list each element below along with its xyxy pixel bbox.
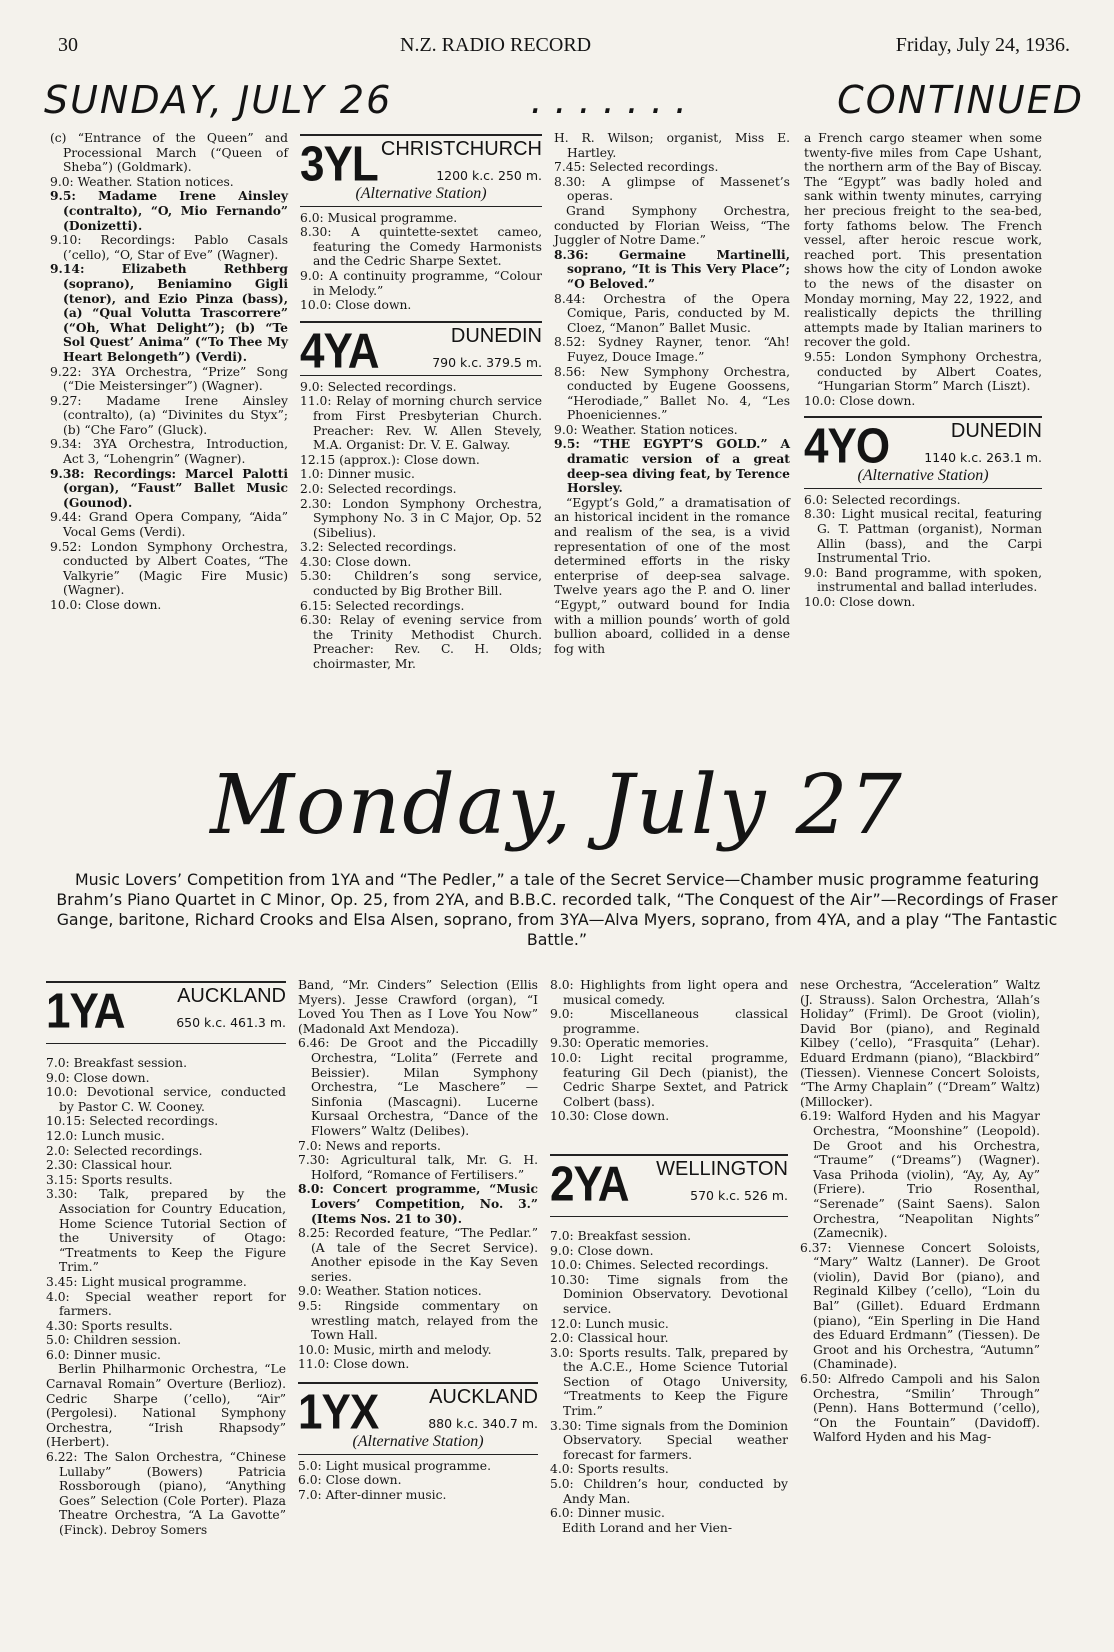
listing-item: 9.0: A continuity programme, “Colour in Melody.” bbox=[300, 268, 542, 298]
listing-item: 7.30: Agricultural talk, Mr. G. H. Holford, “Romance of Fertilisers.” bbox=[298, 1153, 538, 1182]
listing-item: 6.46: De Groot and the Piccadilly Orchestra, “Lolita” (Ferrete and Beissier). Milan Symphony Orchestra, “Le Maschere” — Sinfonia (Mascagni). Lucerne Kursaal Orchestra, “Dance of the Flowers” Waltz (Delibes). bbox=[298, 1036, 538, 1138]
listing-item: 6.37: Viennese Concert Soloists, “Mary” Waltz (Lanner). De Groot (violin), David Bor (piano), and Reginald Kilbey (’cello), “Loin du Bal” (Gillet). Eduard Erdmann (piano), “Ein Sperling in Die Hand des Eduard Erdmann” (Tiessen). De Groot and his Orchestra, “Autumn” (Chaminade). bbox=[800, 1240, 1040, 1372]
monday-column-1 bbox=[46, 978, 286, 1538]
listing-item: (c) “Entrance of the Queen” and Processional March (“Queen of Sheba”) (Goldmark). bbox=[50, 131, 288, 175]
listing-item: 9.0: Close down. bbox=[46, 1070, 150, 1085]
listing-item: 7.45: Selected recordings. bbox=[554, 160, 719, 175]
listing-item: 9.30: Operatic memories. bbox=[550, 1036, 709, 1051]
sunday-banner bbox=[44, 78, 1084, 124]
listing-item: 8.30: A quintette-sextet cameo, featuring the Comedy Harmonists and the Cedric Sharpe Sextet. bbox=[300, 225, 542, 269]
sunday-column-3 bbox=[554, 131, 790, 656]
listing-item: 4.30: Close down. bbox=[300, 554, 412, 569]
listing-item: 9.44: Grand Opera Company, “Aida” Vocal Gems (Verdi). bbox=[50, 510, 288, 540]
banner-right: CONTINUED bbox=[837, 78, 1084, 122]
listing-item: 10.30: Time signals from the Dominion Observatory. Devotional service. bbox=[550, 1272, 788, 1316]
listing-item: 9.0: Weather. Station notices. bbox=[298, 1284, 482, 1299]
station-frequency: 570 k.c. 526 m. bbox=[690, 1187, 788, 1203]
station-callsign: 1YA bbox=[46, 983, 125, 1039]
listing-item: 6.50: Alfredo Campoli and his Salon Orchestra, “Smilin’ Through” (Penn). Hans Bottermund (’cello), “On the Fountain” (Davidoff). Walford Hyden and his Mag- bbox=[800, 1372, 1040, 1445]
listing-item: 8.30: Light musical recital, featuring G. T. Pattman (organist), Norman Allin (bass), and the Carpi Instrumental Trio. bbox=[804, 507, 1042, 566]
listing-item: 7.0: News and reports. bbox=[298, 1138, 441, 1153]
station-block-4yo bbox=[804, 416, 1042, 489]
listing-item: 10.0: Light recital programme, featuring Gil Dech (pianist), the Cedric Sharpe Sextet, and Patrick Colbert (bass). bbox=[550, 1050, 788, 1109]
listing-item: 5.30: Children’s song service, conducted by Big Brother Bill. bbox=[300, 569, 542, 599]
listing-item: 9.0: Weather. Station notices. bbox=[50, 174, 234, 189]
listing-item: 6.0: Dinner music. bbox=[46, 1347, 161, 1362]
station-frequency: 1140 k.c. 263.1 m. bbox=[924, 450, 1042, 466]
listing-item: 6.0: Close down. bbox=[298, 1473, 402, 1488]
page-number: 30 bbox=[58, 34, 78, 56]
listing-item: 7.0: Breakfast session. bbox=[550, 1228, 691, 1243]
listing-item: Grand Symphony Orchestra, conducted by Florian Weiss, “The Juggler of Notre Dame.” bbox=[554, 203, 790, 248]
station-callsign: 3YL bbox=[300, 136, 378, 192]
station-alternative: (Alternative Station) bbox=[857, 467, 989, 485]
listing-item: 8.56: New Symphony Orchestra, conducted by Eugene Goossens, “Herodiade,” Ballet No. 4, “Les Phoeniciennes.” bbox=[554, 364, 790, 423]
listing-item: 8.36: Germaine Martinelli, soprano, “It is This Very Place”; “O Beloved.” bbox=[554, 246, 790, 291]
listing-item: a French cargo steamer when some twenty-five miles from Cape Ushant, the northern arm of the Bay of Biscay. The “Egypt” was badly holed and sank within twenty minutes, carrying her precious freight to the sea-bed, forty fathoms below. The French vessel, after heroic rescue work, reached port. This presentation shows how the city of London awoke to the news of the disaster on Monday morning, May 22, 1922, and realistically depicts the thrilling attempts made by Italian mariners to recover the gold. bbox=[804, 131, 1042, 350]
listing-item: 10.0: Close down. bbox=[300, 298, 412, 313]
listing-item: 9.55: London Symphony Orchestra, conducted by Albert Coates, “Hungarian Storm” March (Liszt). bbox=[804, 349, 1042, 394]
station-frequency: 880 k.c. 340.7 m. bbox=[428, 1416, 538, 1432]
listing-item: 6.0: Selected recordings. bbox=[804, 492, 961, 507]
station-city: AUCKLAND bbox=[177, 985, 286, 1007]
station-frequency: 650 k.c. 461.3 m. bbox=[176, 1015, 286, 1030]
listing-item: 10.0: Close down. bbox=[804, 595, 916, 610]
station-block-2ya bbox=[550, 1154, 788, 1217]
monday-column-3 bbox=[550, 978, 788, 1535]
monday-column-4 bbox=[800, 978, 1040, 1445]
monday-headline: Monday, July 27 bbox=[210, 758, 904, 853]
listing-item: 2.30: London Symphony Orchestra, Symphony No. 3 in C Major, Op. 52 (Sibelius). bbox=[300, 496, 542, 540]
station-city: CHRISTCHURCH bbox=[380, 138, 542, 160]
listing-item: 3.30: Time signals from the Dominion Observatory. Special weather forecast for farmers. bbox=[550, 1418, 788, 1462]
listing-item: 9.0: Band programme, with spoken, instrumental and ballad interludes. bbox=[804, 565, 1042, 595]
listing-item: 9.27: Madame Irene Ainsley (contralto), (a) “Divinites du Styx”; (b) “Che Faro” (Gluck). bbox=[50, 393, 288, 437]
listing-item: 12.0: Lunch music. bbox=[46, 1128, 165, 1143]
listing-item: 8.52: Sydney Rayner, tenor. “Ah! Fuyez, Douce Image.” bbox=[554, 335, 790, 364]
listing-item: 12.0: Lunch music. bbox=[550, 1316, 669, 1331]
listing-item: 10.0: Chimes. Selected recordings. bbox=[550, 1258, 769, 1273]
listing-item: 10.0: Devotional service, conducted by Pastor C. W. Cooney. bbox=[46, 1085, 286, 1114]
sunday-column-1 bbox=[50, 131, 288, 613]
listing-item: 9.34: 3YA Orchestra, Introduction, Act 3, “Lohengrin” (Wagner). bbox=[50, 437, 288, 467]
monday-summary: Music Lovers’ Competition from 1YA and “The Pedler,” a tale of the Secret Service—Chamber music programme featuring Brahm’s Piano Quartet in C Minor, Op. 25, from 2YA, and B.B.C. recorded talk, “The Conquest of the Air”—Recordings of Fraser Gange, baritone, Richard Crooks and Elsa Alsen, soprano, from 3YA—Alva Myers, soprano, from 4YA, and a play “The Fantastic Battle.” bbox=[56, 870, 1058, 949]
sunday-column-2 bbox=[300, 131, 542, 672]
listing-item: 6.0: Dinner music. bbox=[550, 1506, 665, 1521]
listing-item: 9.0: Selected recordings. bbox=[300, 379, 457, 394]
listing-item: 10.15: Selected recordings. bbox=[46, 1114, 219, 1129]
station-city: DUNEDIN bbox=[950, 420, 1042, 443]
listing-item: 3.45: Light musical programme. bbox=[46, 1274, 247, 1289]
listing-item: 9.0: Miscellaneous classical programme. bbox=[550, 1007, 788, 1036]
banner-dots: ....... bbox=[530, 78, 700, 122]
monday-column-2 bbox=[298, 978, 538, 1502]
issue-date: Friday, July 24, 1936. bbox=[895, 34, 1070, 56]
listing-item: 3.0: Sports results. Talk, prepared by the A.C.E., Home Science Tutorial Section of Otago University, “Treatments to Keep the Figure Trim.” bbox=[550, 1345, 788, 1419]
station-block-1yx bbox=[298, 1382, 538, 1455]
listing-item: 5.0: Light musical programme. bbox=[298, 1458, 491, 1473]
listing-item: 3.2: Selected recordings. bbox=[300, 540, 457, 555]
listing-item: 10.30: Close down. bbox=[550, 1109, 670, 1124]
listing-item: 9.5: Madame Irene Ainsley (contralto), “O, Mio Fernando” (Donizetti). bbox=[50, 188, 288, 233]
listing-item: 8.0: Concert programme, “Music Lovers’ Competition, No. 3.” (Items Nos. 21 to 30). bbox=[298, 1181, 538, 1226]
listing-item: 10.0: Music, mirth and melody. bbox=[298, 1342, 492, 1357]
listing-item: 6.30: Relay of evening service from the Trinity Methodist Church. Preacher: Rev. C. H. Olds; choirmaster, Mr. bbox=[300, 613, 542, 672]
station-block-3yl bbox=[300, 134, 542, 207]
listing-item: 11.0: Close down. bbox=[298, 1357, 410, 1372]
listing-item: 9.5: “THE EGYPT’S GOLD.” A dramatic version of a great deep-sea diving feat, by Terence Horsley. bbox=[554, 436, 790, 496]
listing-item: 9.14: Elizabeth Rethberg (soprano), Beniamino Gigli (tenor), and Ezio Pinza (bass), (a) “Qual Volutta Trascorrere” (“Oh, What Delight”); (b) “Te Sol Quest’ Anima” (“To Thee My Heart Belongeth”) (Verdi). bbox=[50, 261, 288, 364]
listing-item: 6.0: Musical programme. bbox=[300, 210, 458, 225]
listing-item: 9.38: Recordings: Marcel Palotti (organ), “Faust” Ballet Music (Gounod). bbox=[50, 465, 288, 510]
station-city: DUNEDIN bbox=[450, 324, 542, 347]
listing-item: H. R. Wilson; organist, Miss E. Hartley. bbox=[554, 131, 790, 160]
listing-item: 12.15 (approx.): Close down. bbox=[300, 452, 480, 467]
listing-item: “Egypt’s Gold,” a dramatisation of an historical incident in the romance and realism of the sea, is a vivid representation of one of the most determined efforts in the risky enterprise of deep-sea salvage. Twelve years ago the P. and O. liner “Egypt,” outward bound for India with a million pounds’ worth of gold bullion aboard, collided in a dense fog with bbox=[554, 495, 790, 656]
sunday-column-4 bbox=[804, 131, 1042, 610]
listing-item: 11.0: Relay of morning church service from First Presbyterian Church. Preacher: Rev. W. Allen Stevely, M.A. Organist: Dr. V. E. Galway. bbox=[300, 394, 542, 453]
listing-item: 5.0: Children’s hour, conducted by Andy Man. bbox=[550, 1477, 788, 1506]
listing-item: 8.44: Orchestra of the Opera Comique, Paris, conducted by M. Cloez, “Manon” Ballet Music. bbox=[554, 291, 790, 335]
listing-item: 4.30: Sports results. bbox=[46, 1318, 173, 1333]
listing-item: 8.0: Highlights from light opera and musical comedy. bbox=[550, 978, 788, 1007]
listing-item: 10.0: Close down. bbox=[804, 393, 916, 408]
listing-item: 7.0: Breakfast session. bbox=[46, 1056, 187, 1070]
listing-item: 9.5: Ringside commentary on wrestling match, relayed from the Town Hall. bbox=[298, 1299, 538, 1343]
listing-item: 6.22: The Salon Orchestra, “Chinese Lullaby” (Bowers) Patricia Rossborough (piano), “Anything Goes” Selection (Cole Porter). Plaza Theatre Orchestra, “A La Gavotte” (Finck). Debroy Somers bbox=[46, 1450, 286, 1537]
listing-item: 9.0: Weather. Station notices. bbox=[554, 422, 738, 437]
listing-item: 1.0: Dinner music. bbox=[300, 467, 415, 482]
listing-item: 7.0: After-dinner music. bbox=[298, 1487, 447, 1502]
listing-item: 6.15: Selected recordings. bbox=[300, 598, 465, 613]
listing-item: 4.0: Special weather report for farmers. bbox=[46, 1289, 286, 1319]
listing-item: 6.19: Walford Hyden and his Magyar Orchestra, “Moonshine” (Leopold). De Groot and his Orchestra, “Traume” (“Dreams”) (Wagner). Vasa Prihoda (violin), “Ay, Ay, Ay” (Friere). Trio Rosenthal, “Serenade” (Saint Saens). Salon Orchestra, “Neapolitan Nights” (Zamecnik). bbox=[800, 1109, 1040, 1241]
station-callsign: 1YX bbox=[298, 1384, 379, 1440]
listing-item: 4.0: Sports results. bbox=[550, 1462, 669, 1477]
listing-item: 2.0: Selected recordings. bbox=[300, 481, 457, 496]
listing-item: 9.52: London Symphony Orchestra, conducted by Albert Coates, “The Valkyrie” (Magic Fire Music) (Wagner). bbox=[50, 539, 288, 598]
listing-item: Berlin Philharmonic Orchestra, “Le Carnaval Romain” Overture (Berlioz). Cedric Sharpe (’cello), “Air” (Pergolesi). National Symphony Orchestra, “Irish Rhapsody” (Herbert). bbox=[46, 1362, 286, 1450]
station-callsign: 4YO bbox=[804, 418, 890, 474]
publication-name: N.Z. RADIO RECORD bbox=[400, 34, 592, 56]
listing-item: 3.30: Talk, prepared by the Association for Country Education, Home Science Tutorial Section of the University of Otago: “Treatments to Keep the Figure Trim.” bbox=[46, 1187, 286, 1275]
station-city: AUCKLAND bbox=[429, 1386, 538, 1409]
listing-item: 10.0: Close down. bbox=[50, 598, 162, 612]
listing-item: 2.30: Classical hour. bbox=[46, 1158, 173, 1173]
station-city: WELLINGTON bbox=[656, 1157, 788, 1180]
listing-item: 8.30: A glimpse of Massenet’s operas. bbox=[554, 174, 790, 204]
listing-item: 8.25: Recorded feature, “The Pedlar.” (A tale of the Secret Service). Another episode in the Kay Seven series. bbox=[298, 1226, 538, 1284]
listing-item: 9.0: Close down. bbox=[550, 1243, 654, 1258]
station-frequency: 1200 k.c. 250 m. bbox=[436, 168, 542, 183]
listing-item: nese Orchestra, “Acceleration” Waltz (J. Strauss). Salon Orchestra, ‘Allah’s Holiday” (Friml). De Groot (violin), David Bor (piano), and Reginald Kilbey (’cello), “Frasquita” (Lehar). Eduard Erdmann (piano), “Blackbird” (Tiessen). Viennese Concert Soloists, “The Army Chaplain” (“Dream” Waltz) (Millocker). bbox=[800, 978, 1040, 1109]
listing-item: Band, “Mr. Cinders” Selection (Ellis Myers). Jesse Crawford (organ), “I Loved You Then as I Love You Now” (Madonald Axt Mendoza). bbox=[298, 978, 538, 1036]
station-block-1ya bbox=[46, 981, 286, 1044]
banner-left: SUNDAY, JULY 26 bbox=[44, 78, 393, 122]
station-frequency: 790 k.c. 379.5 m. bbox=[432, 354, 542, 370]
listing-item: 9.10: Recordings: Pablo Casals (’cello), “O, Star of Eve” (Wagner). bbox=[50, 233, 288, 262]
station-callsign: 4YA bbox=[300, 323, 379, 379]
station-alternative: (Alternative Station) bbox=[352, 1433, 484, 1451]
listing-item: 2.0: Classical hour. bbox=[550, 1331, 669, 1346]
station-alternative: (Alternative Station) bbox=[355, 185, 487, 202]
listing-item: 9.22: 3YA Orchestra, “Prize” Song (“Die Meistersinger”) (Wagner). bbox=[50, 364, 288, 394]
listing-item: 5.0: Children session. bbox=[46, 1333, 182, 1348]
listing-item: 2.0: Selected recordings. bbox=[46, 1143, 203, 1158]
station-block-4ya bbox=[300, 321, 542, 379]
listing-item: 3.15: Sports results. bbox=[46, 1172, 173, 1187]
listing-item: Edith Lorand and her Vien- bbox=[562, 1520, 732, 1535]
station-callsign: 2YA bbox=[550, 1156, 629, 1212]
